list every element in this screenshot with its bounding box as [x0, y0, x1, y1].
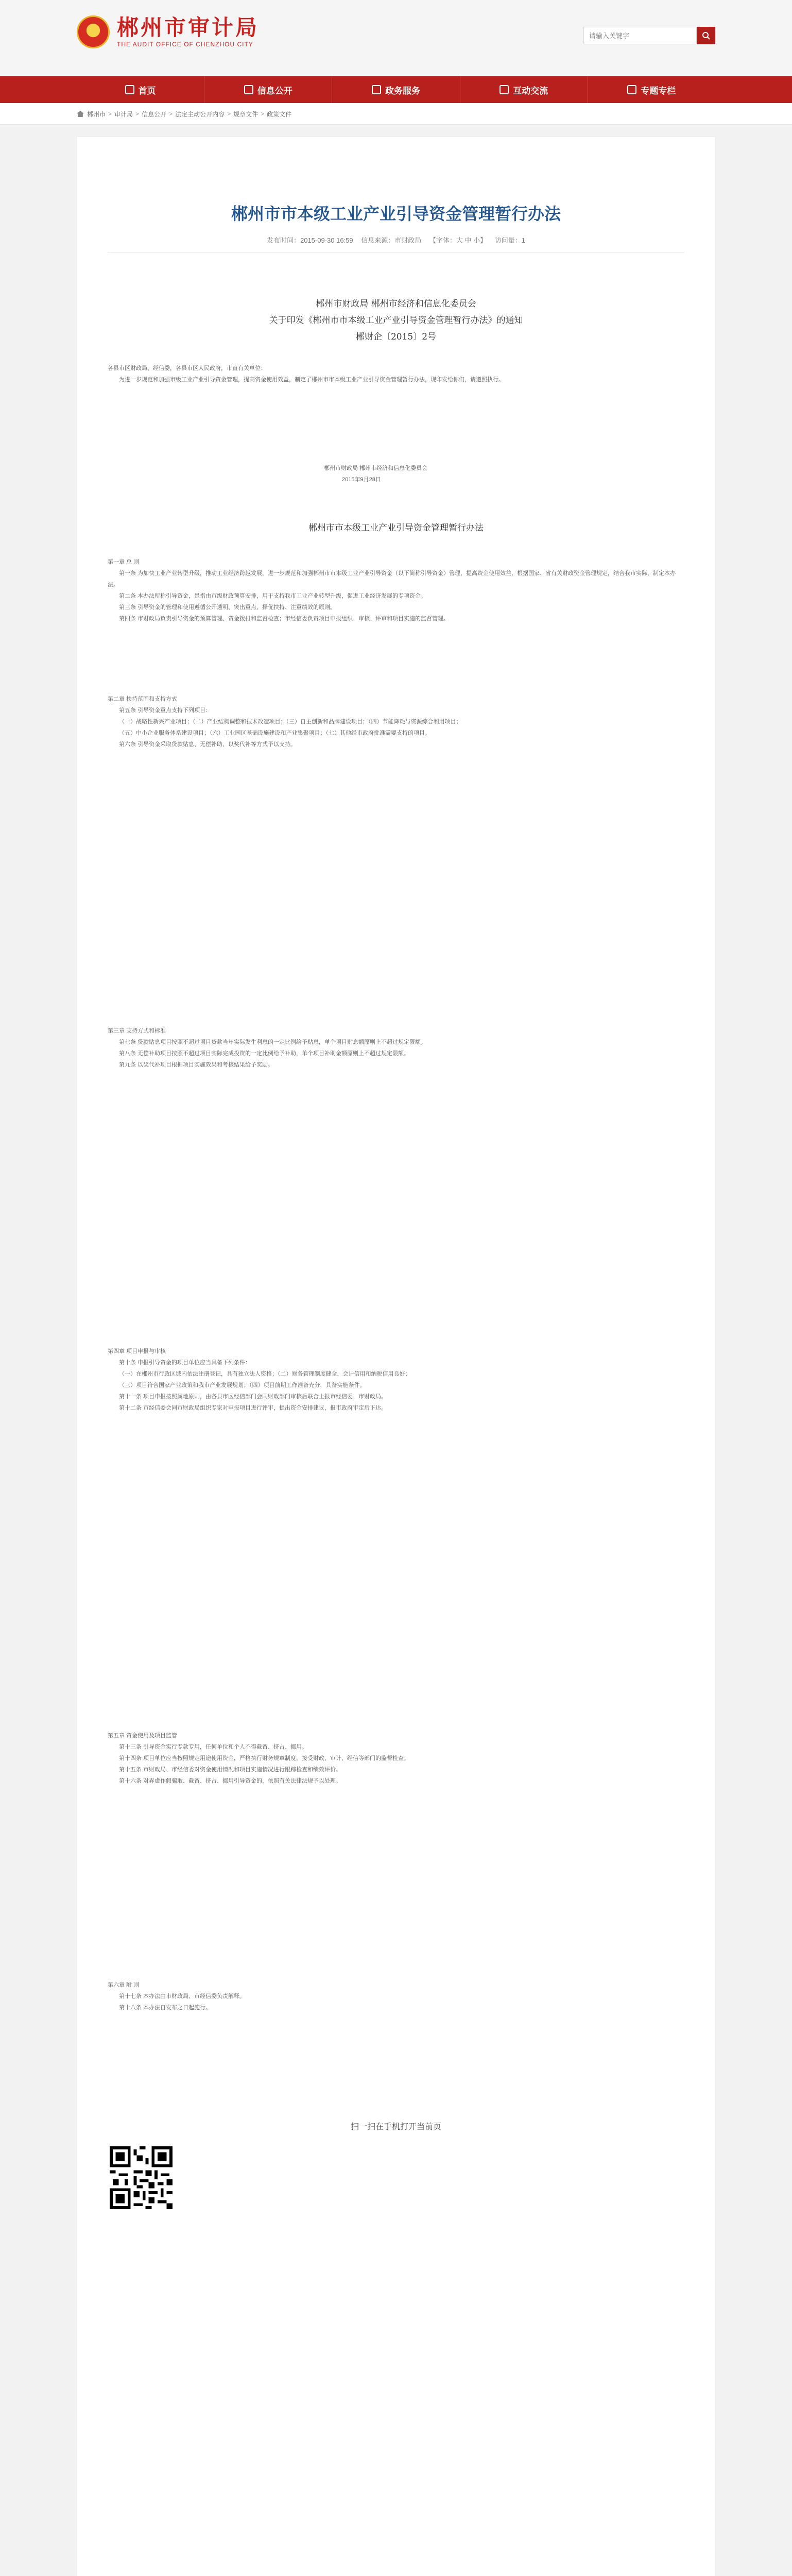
clause: 第十八条 本办法自发布之日起施行。 [119, 2005, 212, 2011]
clause: （五）中小企业服务体系建设项目；（六）工业园区基础设施建设和产业集聚项目；（七）其他经市政府批准需要支持的项目。 [119, 730, 431, 736]
publish-date: 发布时间：2015-09-30 16:59 [266, 236, 353, 244]
clause: 第十条 申报引导资金的项目单位应当具备下列条件： [119, 1360, 251, 1366]
chat-icon [500, 85, 509, 94]
clause: （一）战略性新兴产业项目；（二）产业结构调整和技术改造项目；（三）自主创新和品牌建设项目；（四）节能降耗与资源综合利用项目； [119, 719, 462, 725]
notice-issuer: 郴州市财政局 郴州市经济和信息化委员会 [316, 299, 476, 309]
breadcrumb-item[interactable]: 规章文件 [233, 110, 259, 118]
search-bar [583, 27, 715, 44]
nav-label: 专题专栏 [641, 86, 676, 96]
clause: 第六条 引导资金采取贷款贴息、无偿补助、以奖代补等方式予以支持。 [119, 741, 297, 748]
document-title: 郴州市市本级工业产业引导资金管理暂行办法 [308, 523, 484, 533]
view-count: 访问量：1 [494, 236, 525, 244]
clause: 第五条 引导资金重点支持下列项目： [119, 707, 212, 714]
qr-code-icon [108, 2144, 175, 2211]
emblem-icon [77, 15, 110, 48]
site-name-en: THE AUDIT OFFICE OF CHENZHOU CITY [117, 41, 253, 48]
font-size-switch[interactable]: 【字体：大 中 小】 [429, 236, 487, 244]
clause: （一）在郴州市行政区域内依法注册登记，具有独立法人资格；（二）财务管理制度健全，会计信用和纳税信用良好； [119, 1371, 411, 1377]
article-panel [77, 136, 715, 2576]
service-icon [372, 85, 381, 94]
chapter-heading: 第二章 扶持范围和支持方式 [108, 696, 178, 702]
intro-paragraph: 为进一步规范和加强市级工业产业引导资金管理，提高资金使用效益，制定了郴州市市本级工业产业引导资金管理暂行办法，现印发给你们，请遵照执行。 [119, 377, 504, 383]
breadcrumb-bar [0, 103, 792, 125]
clause: （三）项目符合国家产业政策和我市产业发展规划；（四）项目前期工作准备充分，具备实施条件。 [119, 1382, 366, 1388]
chapter-heading: 第三章 支持方式和标准 [108, 1028, 166, 1034]
clause: 第七条 贷款贴息项目按照不超过项目贷款当年实际发生利息的一定比例给予贴息，单个项目贴息额原则上不超过规定限额。 [119, 1039, 427, 1045]
nav-item-service[interactable] [332, 76, 460, 103]
section [108, 1025, 684, 1071]
main-nav [0, 76, 792, 103]
section [108, 1730, 684, 1787]
clause: 第一条 为加快工业产业转型升级，推动工业经济跨越发展，进一步规范和加强郴州市市本级工业产业引导资金（以下简称引导资金）管理，提高资金使用效益，根据国家、省有关财政资金管理规定，结合我市实际，制定本办法。 [108, 570, 676, 588]
nav-item-topics[interactable] [588, 76, 715, 103]
clause: 第十二条 市经信委会同市财政局组织专家对申报项目进行评审，提出资金安排建议，报市政府审定后下达。 [119, 1405, 387, 1411]
home-icon [125, 85, 134, 94]
article-title: 郴州市市本级工业产业引导资金管理暂行办法 [231, 205, 561, 223]
section [108, 556, 684, 624]
nav-label: 互动交流 [513, 86, 548, 96]
home-icon [77, 111, 84, 117]
search-input[interactable] [584, 27, 682, 44]
search-button[interactable] [697, 27, 715, 44]
nav-label: 信息公开 [257, 86, 292, 96]
nav-item-home[interactable] [77, 76, 204, 103]
chapter-heading: 第一章 总 则 [108, 559, 140, 565]
section [108, 693, 684, 750]
search-icon [702, 31, 710, 40]
breadcrumb-item[interactable]: 法定主动公开内容 [175, 110, 225, 118]
clause: 第八条 无偿补助项目按照不超过项目实际完成投资的一定比例给予补助，单个项目补助金额原则上不超过规定限额。 [119, 1050, 410, 1057]
clause: 第四条 市财政局负责引导资金的预算管理、资金拨付和监督检查；市经信委负责项目申报组织、审核、评审和项目实施的监督管理。 [119, 616, 450, 622]
section [108, 1979, 684, 2013]
article-body [108, 252, 684, 2215]
clause: 第十五条 市财政局、市经信委对资金使用情况和项目实施情况进行跟踪检查和绩效评价。 [119, 1767, 342, 1773]
site-header [0, 0, 792, 76]
chapter-heading: 第六章 附 则 [108, 1982, 140, 1988]
salutation: 各县市区财政局、经信委，各县市区人民政府，市直有关单位： [108, 365, 266, 371]
nav-item-interact[interactable] [460, 76, 588, 103]
clause: 第十四条 项目单位应当按照规定用途使用资金，严格执行财务规章制度，接受财政、审计、经信等部门的监督检查。 [119, 1755, 410, 1761]
clause: 第九条 以奖代补项目根据项目实施效果和考核结果给予奖励。 [119, 1062, 274, 1068]
site-name: 郴州市审计局 [117, 15, 260, 40]
notice-number: 郴财企〔2015〕2号 [355, 332, 437, 342]
clause: 第十六条 对弄虚作假骗取、截留、挤占、挪用引导资金的，依照有关法律法规予以处理。 [119, 1778, 342, 1784]
notice-heading [108, 296, 684, 345]
clause: 第三条 引导资金的管理和使用遵循公开透明、突出重点、择优扶持、注重绩效的原则。 [119, 604, 336, 611]
grid-icon [627, 85, 636, 94]
breadcrumb-item[interactable]: 信息公开 [142, 110, 167, 118]
chapter-heading: 第五章 资金使用及项目监管 [108, 1733, 178, 1739]
breadcrumb: 郴州市 > 审计局 > 信息公开 > 法定主动公开内容 > 规章文件 > 政策文件 [77, 103, 715, 125]
clause: 第十三条 引导资金实行专款专用，任何单位和个人不得截留、挤占、挪用。 [119, 1744, 308, 1750]
article-source: 信息来源：市财政局 [361, 236, 422, 244]
breadcrumb-item[interactable]: 审计局 [114, 110, 133, 118]
nav-label: 政务服务 [385, 86, 420, 96]
clause: 第十七条 本办法由市财政局、市经信委负责解释。 [119, 1993, 246, 1999]
chapter-heading: 第四章 项目申报与审核 [108, 1348, 166, 1354]
notice-title: 关于印发《郴州市市本级工业产业引导资金管理暂行办法》的通知 [269, 315, 523, 326]
nav-label: 首页 [138, 86, 156, 96]
document-icon [244, 85, 253, 94]
signature-date: 2015年9月28日 [342, 477, 381, 483]
qr-title: 扫一扫在手机打开当前页 [350, 2123, 441, 2131]
site-logo[interactable] [77, 15, 259, 48]
section [108, 1346, 684, 1414]
clause: 第二条 本办法所称引导资金，是指由市级财政预算安排，用于支持我市工业产业转型升级，促进工业经济发展的专项资金。 [119, 593, 427, 599]
nav-item-info[interactable] [204, 76, 332, 103]
breadcrumb-item[interactable]: 政策文件 [267, 110, 292, 118]
clause: 第十一条 项目申报按照属地原则，由各县市区经信部门会同财政部门审核后联合上报市经信委、市财政局。 [119, 1394, 387, 1400]
signature-org: 郴州市财政局 郴州市经济和信息化委员会 [324, 465, 428, 471]
article-meta [77, 235, 715, 245]
breadcrumb-item[interactable]: 郴州市 [87, 110, 106, 118]
